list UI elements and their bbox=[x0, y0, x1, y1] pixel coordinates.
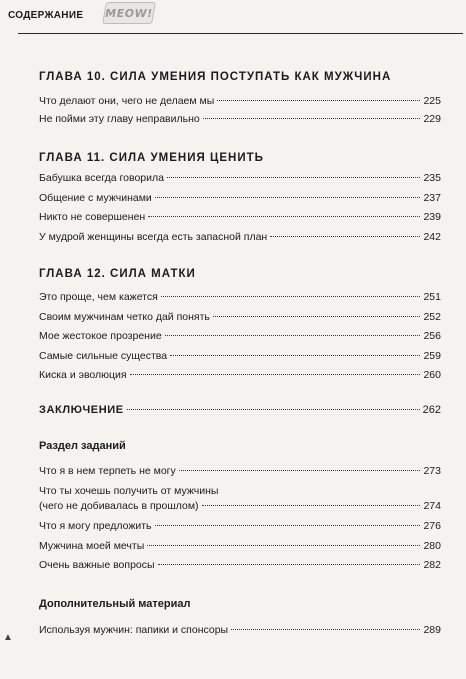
entry-title: Это проще, чем кажется bbox=[39, 291, 158, 303]
entry-page: 280 bbox=[423, 540, 441, 552]
entry-title: Киска и эволюция bbox=[39, 369, 127, 381]
toc-entry[interactable] bbox=[39, 95, 441, 109]
dot-leader bbox=[127, 409, 420, 410]
dot-leader bbox=[213, 316, 421, 317]
header-rule bbox=[18, 33, 463, 34]
toc-entry[interactable] bbox=[39, 369, 441, 383]
dot-leader bbox=[270, 236, 420, 237]
extra-section-title: Дополнительный материал bbox=[39, 598, 191, 610]
entry-page: 260 bbox=[423, 369, 441, 381]
dot-leader bbox=[161, 296, 421, 297]
entry-title-line1[interactable]: Что ты хочешь получить от мужчины bbox=[39, 485, 219, 497]
toc-entry[interactable] bbox=[39, 113, 441, 127]
dot-leader bbox=[203, 118, 421, 119]
conclusion-page: 262 bbox=[422, 404, 441, 416]
toc-entry[interactable] bbox=[39, 465, 441, 479]
entry-title: Никто не совершенен bbox=[39, 211, 146, 223]
chapter-11-title: ГЛАВА 11. СИЛА УМЕНИЯ ЦЕНИТЬ bbox=[39, 152, 264, 164]
entry-page: 256 bbox=[423, 330, 441, 342]
toc-entry[interactable] bbox=[39, 172, 441, 186]
entry-page: 235 bbox=[423, 172, 441, 184]
dot-leader bbox=[167, 177, 420, 178]
entry-title: Мое жестокое прозрение bbox=[39, 330, 162, 342]
dot-leader bbox=[217, 100, 420, 101]
entry-title: Бабушка всегда говорила bbox=[39, 172, 164, 184]
entry-page: 273 bbox=[423, 465, 441, 477]
toc-entry[interactable] bbox=[39, 500, 441, 514]
dot-leader bbox=[155, 197, 421, 198]
dot-leader bbox=[231, 629, 420, 630]
chapter-10-title: ГЛАВА 10. СИЛА УМЕНИЯ ПОСТУПАТЬ КАК МУЖЧИНА bbox=[39, 71, 392, 83]
entry-page: 259 bbox=[423, 350, 441, 362]
entry-title: Своим мужчинам четко дай понять bbox=[39, 311, 210, 323]
entry-title: Общение с мужчинами bbox=[39, 192, 152, 204]
toc-entry[interactable] bbox=[39, 559, 441, 573]
dot-leader bbox=[158, 564, 421, 565]
entry-page: 237 bbox=[423, 192, 441, 204]
page-mark: ▲ bbox=[3, 632, 13, 643]
entry-title: Что я могу предложить bbox=[39, 520, 152, 532]
entry-title: Что делают они, чего не делаем мы bbox=[39, 95, 215, 107]
conclusion-entry[interactable] bbox=[39, 404, 441, 418]
dot-leader bbox=[155, 525, 421, 526]
running-header: СОДЕРЖАНИЕ bbox=[8, 10, 84, 21]
toc-entry[interactable] bbox=[39, 211, 441, 225]
conclusion-title: ЗАКЛЮЧЕНИЕ bbox=[39, 404, 124, 416]
entry-title: Не пойми эту главу неправильно bbox=[39, 113, 200, 125]
entry-title: Используя мужчин: папики и спонсоры bbox=[39, 624, 229, 636]
meow-logo: MEOW! bbox=[102, 2, 156, 24]
toc-entry[interactable] bbox=[39, 540, 441, 554]
entry-title: Мужчина моей мечты bbox=[39, 540, 145, 552]
entry-page: 276 bbox=[423, 520, 441, 532]
entry-title: Очень важные вопросы bbox=[39, 559, 155, 571]
dot-leader bbox=[148, 216, 420, 217]
entry-page: 242 bbox=[423, 231, 441, 243]
dot-leader bbox=[165, 335, 421, 336]
dot-leader bbox=[170, 355, 420, 356]
entry-title: У мудрой женщины всегда есть запасной план bbox=[39, 231, 268, 243]
entry-page: 289 bbox=[423, 624, 441, 636]
toc-entry[interactable] bbox=[39, 350, 441, 364]
entry-title: Что я в нем терпеть не могу bbox=[39, 465, 176, 477]
toc-entry[interactable] bbox=[39, 520, 441, 534]
toc-entry[interactable] bbox=[39, 624, 441, 638]
dot-leader bbox=[202, 505, 421, 506]
entry-page: 282 bbox=[423, 559, 441, 571]
entry-page: 229 bbox=[423, 113, 441, 125]
entry-page: 239 bbox=[423, 211, 441, 223]
chapter-12-title: ГЛАВА 12. СИЛА МАТКИ bbox=[39, 268, 196, 280]
toc-entry[interactable] bbox=[39, 291, 441, 305]
entry-page: 274 bbox=[423, 500, 441, 512]
entry-title: Самые сильные существа bbox=[39, 350, 168, 362]
entry-page: 251 bbox=[423, 291, 441, 303]
entry-title-line2: (чего не добивалась в прошлом) bbox=[39, 500, 199, 512]
entry-page: 252 bbox=[423, 311, 441, 323]
tasks-section-title: Раздел заданий bbox=[39, 440, 126, 452]
toc-entry[interactable] bbox=[39, 192, 441, 206]
toc-entry[interactable] bbox=[39, 330, 441, 344]
dot-leader bbox=[179, 470, 421, 471]
toc-entry[interactable] bbox=[39, 311, 441, 325]
entry-page: 225 bbox=[423, 95, 441, 107]
dot-leader bbox=[130, 374, 421, 375]
dot-leader bbox=[147, 545, 420, 546]
toc-entry[interactable] bbox=[39, 231, 441, 245]
